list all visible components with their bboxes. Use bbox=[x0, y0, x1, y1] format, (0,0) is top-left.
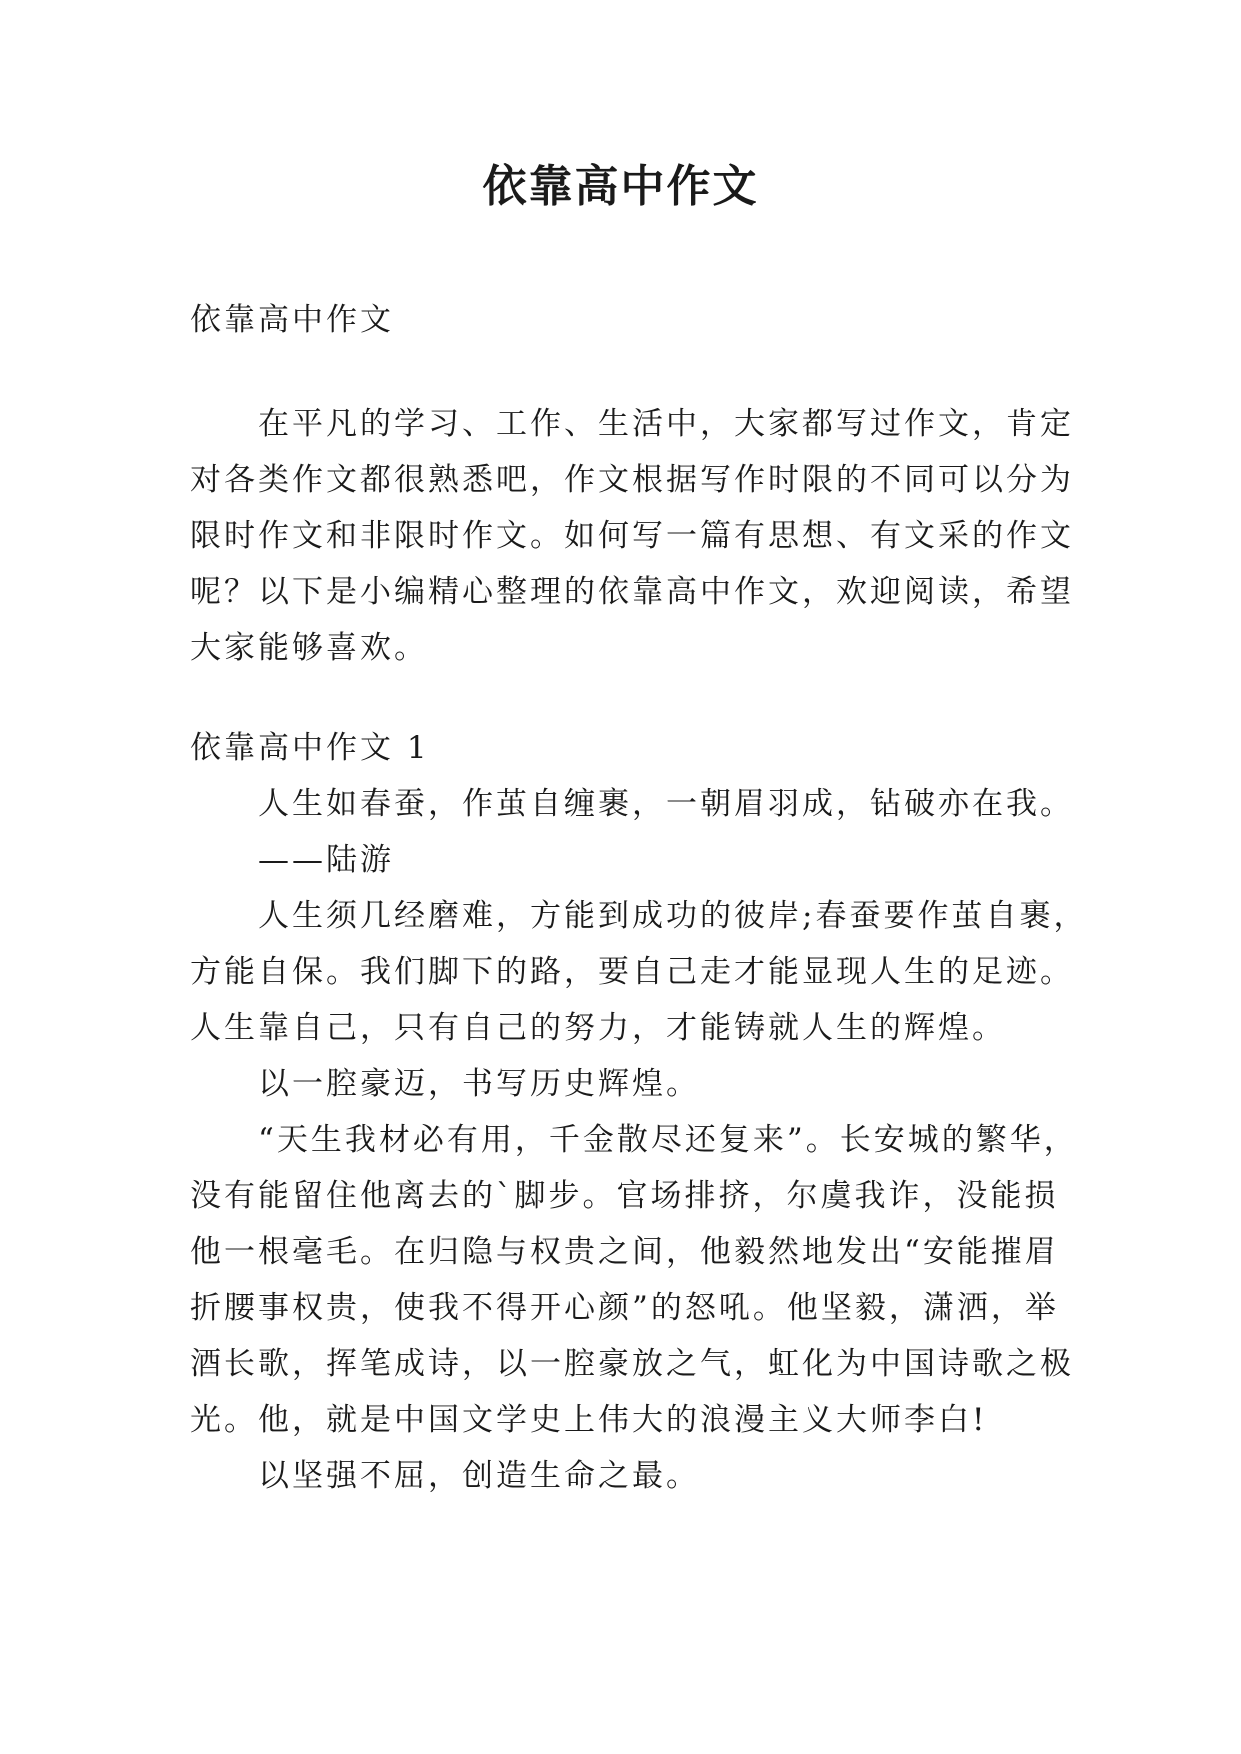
paragraph-line: 他一根毫毛。在归隐与权贵之间，他毅然地发出“安能摧眉 bbox=[190, 1234, 1059, 1270]
quote-author: ——陆游 bbox=[258, 842, 394, 878]
paragraph-line: 人生靠自己，只有自己的努力，才能铸就人生的辉煌。 bbox=[190, 1010, 1006, 1046]
paragraph-3 bbox=[190, 1112, 1078, 1448]
intro-line: 在平凡的学习、工作、生活中，大家都写过作文，肯定 bbox=[258, 406, 1074, 442]
document-title: 依靠高中作文 bbox=[482, 161, 759, 212]
paragraph-4: 以坚强不屈，创造生命之最。 bbox=[258, 1458, 700, 1494]
paragraph-line: 人生须几经磨难，方能到成功的彼岸;春蚕要作茧自裹， bbox=[258, 898, 1088, 934]
paragraph-line: “天生我材必有用，千金散尽还复来”。长安城的繁华， bbox=[258, 1122, 1078, 1158]
section-heading: 依靠高中作文 1 bbox=[190, 730, 430, 766]
paragraph-line: 没有能留住他离去的`脚步。官场排挤，尔虞我诈，没能损 bbox=[190, 1178, 1059, 1214]
intro-line: 对各类作文都很熟悉吧，作文根据写作时限的不同可以分为 bbox=[190, 462, 1074, 498]
paragraph-line: 折腰事权贵，使我不得开心颜”的怒吼。他坚毅，潇洒，举 bbox=[190, 1290, 1059, 1326]
intro-line: 呢？以下是小编精心整理的依靠高中作文，欢迎阅读，希望 bbox=[190, 574, 1074, 610]
subtitle: 依靠高中作文 bbox=[190, 302, 394, 338]
intro-line: 大家能够喜欢。 bbox=[190, 630, 428, 666]
intro-paragraph bbox=[190, 396, 1074, 676]
paragraph-2: 以一腔豪迈，书写历史辉煌。 bbox=[258, 1066, 700, 1102]
spacer bbox=[190, 348, 1070, 396]
paragraph-line: 酒长歌，挥笔成诗，以一腔豪放之气，虹化为中国诗歌之极 bbox=[190, 1346, 1074, 1382]
paragraph-line: 光。他，就是中国文学史上伟大的浪漫主义大师李白! bbox=[190, 1402, 988, 1438]
document-body bbox=[190, 292, 1088, 1504]
quote-line: 人生如春蚕，作茧自缠裹，一朝眉羽成，钻破亦在我。 bbox=[258, 786, 1074, 822]
paragraph-line: 方能自保。我们脚下的路，要自己走才能显现人生的足迹。 bbox=[190, 954, 1074, 990]
paragraph-1 bbox=[190, 888, 1088, 1056]
spacer bbox=[190, 676, 1070, 720]
intro-line: 限时作文和非限时作文。如何写一篇有思想、有文采的作文 bbox=[190, 518, 1074, 554]
